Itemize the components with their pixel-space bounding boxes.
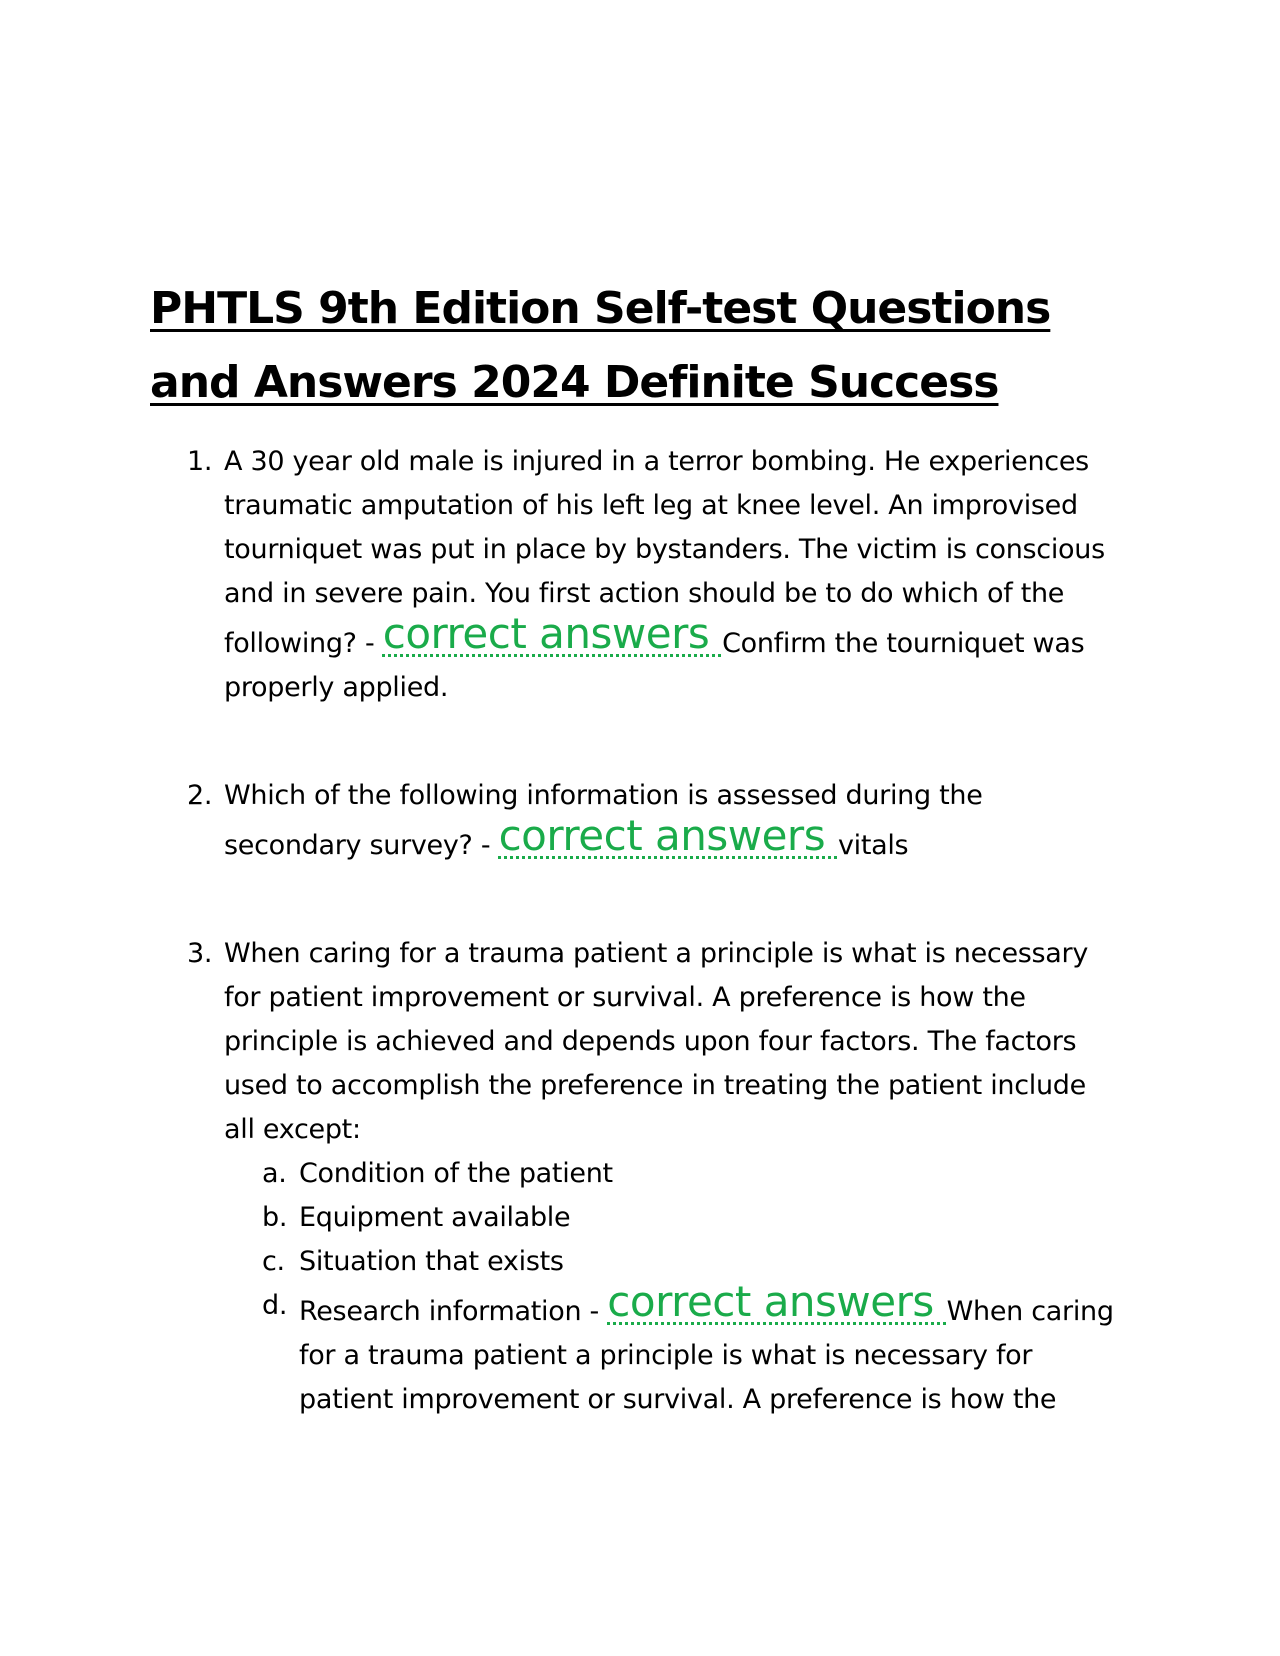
option-text: Situation that exists [299, 1246, 564, 1277]
title-line-1: PHTLS 9th Edition Self-test Questions [150, 283, 1051, 334]
option-text: Equipment available [299, 1202, 571, 1233]
option-list [224, 1152, 1124, 1422]
correct-answers-marker: correct answers [498, 811, 838, 860]
question-text: When caring for a trauma patient a principle is what is necessary for patient improvement or survival. A preference is how the principle is achieved and depends upon four factors. The factors used to accomplish the preference in treating the patient include all except: [224, 938, 1089, 1145]
option-d [262, 1277, 1129, 1422]
answer-text: When caring for a trauma patient a principle is what is necessary for patient improvement or survival. A preference is how the [299, 1296, 1114, 1415]
title-line-2: and Answers 2024 Definite Success [150, 357, 999, 408]
answer-text: Confirm the tourniquet was properly applied. [224, 628, 1085, 703]
correct-answers-marker: correct answers [382, 609, 723, 658]
question-number: 2. [187, 780, 213, 811]
correct-answers-marker: correct answers [607, 1277, 947, 1326]
question-2 [0, 774, 1124, 868]
option-a [262, 1152, 1129, 1196]
document-title [150, 272, 1150, 420]
question-text: A 30 year old male is injured in a terror bombing. He experiences traumatic amputation of his left leg at knee level. An improvised tourniquet was put in place by bystanders. The victim is conscious and in severe pain. You first action should be to do which of the following? - [224, 446, 1105, 659]
option-text: Condition of the patient [299, 1158, 613, 1189]
option-label: c. [262, 1246, 285, 1277]
option-text: Research information - [299, 1296, 608, 1327]
question-number: 3. [187, 938, 213, 969]
question-number: 1. [187, 446, 213, 477]
question-list [0, 440, 1280, 1422]
option-label: a. [262, 1158, 287, 1189]
question-text: Which of the following information is assessed during the secondary survey? - [224, 780, 983, 861]
option-b [262, 1196, 1129, 1240]
question-3 [0, 932, 1124, 1422]
option-label: d. [262, 1290, 288, 1321]
answer-text: vitals [837, 830, 909, 861]
question-1 [0, 440, 1124, 710]
option-label: b. [262, 1202, 288, 1233]
